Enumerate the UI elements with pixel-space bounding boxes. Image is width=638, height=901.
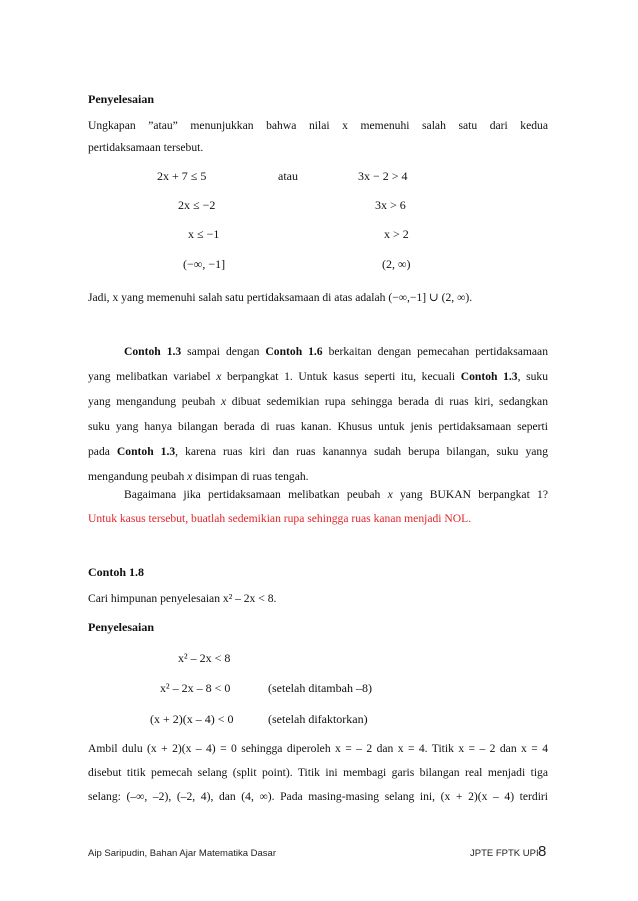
example-paragraph-line-2: disebut titik pemecah selang (split point). Titik ini membagi garis bilangan real menjadi tiga bbox=[88, 766, 548, 779]
var-x: x bbox=[220, 395, 227, 408]
intro-paragraph-line-1: Ungkapan ”atau” menunjukkan bahwa nilai x memenuhi salah satu dari kedua bbox=[88, 119, 548, 132]
text: yang BUKAN berpangkat 1? bbox=[392, 488, 549, 501]
ref-contoh-1-3: Contoh 1.3 bbox=[124, 345, 182, 358]
intro-paragraph-line-2: pertidaksamaan tersebut. bbox=[88, 141, 204, 154]
solution-heading: Penyelesaian bbox=[88, 620, 154, 634]
text: sampai dengan bbox=[181, 345, 266, 358]
ref-contoh-1-3: Contoh 1.3 bbox=[460, 370, 518, 383]
text: Bagaimana jika pertidaksamaan melibatkan peubah bbox=[124, 488, 388, 501]
conclusion-line: Jadi, x yang memenuhi salah satu pertidaksamaan di atas adalah (−∞,−1] ∪ (2, ∞). bbox=[88, 291, 473, 304]
text: yang melibatkan variabel bbox=[88, 370, 217, 383]
connector-atau: atau bbox=[278, 169, 298, 183]
text: dibuat sedemikian rupa sehingga berada di ruas kiri, sedangkan bbox=[226, 395, 548, 408]
text: mengandung peubah bbox=[88, 470, 188, 483]
solution-step-1: x² – 2x < 8 bbox=[178, 651, 231, 665]
var-x: x bbox=[387, 488, 393, 501]
section-heading-penyelesaian: Penyelesaian bbox=[88, 92, 154, 106]
text: pada bbox=[88, 445, 117, 458]
left-step-1: 2x + 7 ≤ 5 bbox=[157, 169, 207, 183]
var-x: x bbox=[216, 370, 222, 383]
text: , suku bbox=[517, 370, 548, 383]
right-step-3: x > 2 bbox=[384, 227, 409, 241]
example-paragraph-line-1: Ambil dulu (x + 2)(x – 4) = 0 sehingga diperoleh x = – 2 dan x = 4. Titik x = – 2 dan x = 4 bbox=[88, 742, 548, 755]
page-number: 8 bbox=[538, 843, 547, 860]
discussion-line-4: suku yang hanya bilangan berada di ruas kanan. Khusus untuk jenis pertidaksamaan seperti bbox=[88, 420, 548, 433]
example-problem: Cari himpunan penyelesaian x² – 2x < 8. bbox=[88, 592, 277, 605]
solution-step-2-note: (setelah ditambah –8) bbox=[268, 681, 372, 695]
solution-step-3-note: (setelah difaktorkan) bbox=[268, 712, 368, 726]
text: , karena ruas kiri dan ruas kanannya sudah berupa bilangan, suku yang bbox=[175, 445, 548, 458]
text: disimpan di ruas tengah. bbox=[192, 470, 309, 483]
example-paragraph-line-3: selang: (–∞, –2), (–2, 4), dan (4, ∞). Pada masing-masing selang ini, (x + 2)(x – 4) terdiri bbox=[88, 790, 548, 803]
example-heading: Contoh 1.8 bbox=[88, 565, 145, 579]
discussion-line-2 bbox=[88, 369, 548, 385]
right-step-4: (2, ∞) bbox=[382, 257, 411, 271]
var-x: x bbox=[187, 470, 193, 483]
discussion-line-3 bbox=[88, 394, 548, 410]
left-step-4: (−∞, −1] bbox=[183, 257, 226, 271]
footer-institution: JPTE FPTK UPI bbox=[470, 848, 539, 859]
right-step-2: 3x > 6 bbox=[375, 198, 406, 212]
discussion-p2-red-note: Untuk kasus tersebut, buatlah sedemikian rupa sehingga ruas kanan menjadi NOL. bbox=[88, 512, 472, 525]
ref-contoh-1-3: Contoh 1.3 bbox=[116, 445, 176, 458]
solution-step-2: x² – 2x – 8 < 0 bbox=[160, 681, 231, 695]
discussion-p2-line-1 bbox=[88, 487, 548, 503]
discussion-line-1 bbox=[88, 344, 548, 360]
left-step-3: x ≤ −1 bbox=[188, 227, 220, 241]
discussion-line-5 bbox=[88, 444, 548, 460]
left-step-2: 2x ≤ −2 bbox=[178, 198, 216, 212]
text: berkaitan dengan pemecahan pertidaksamaan bbox=[322, 345, 548, 358]
text: berpangkat 1. Untuk kasus seperti itu, kecuali bbox=[221, 370, 461, 383]
text: yang mengandung peubah bbox=[88, 395, 221, 408]
right-step-1: 3x − 2 > 4 bbox=[358, 169, 408, 183]
ref-contoh-1-6: Contoh 1.6 bbox=[265, 345, 323, 358]
footer-author: Aip Saripudin, Bahan Ajar Matematika Dasar bbox=[88, 848, 276, 859]
discussion-line-6 bbox=[88, 469, 548, 485]
solution-step-3: (x + 2)(x – 4) < 0 bbox=[150, 712, 234, 726]
